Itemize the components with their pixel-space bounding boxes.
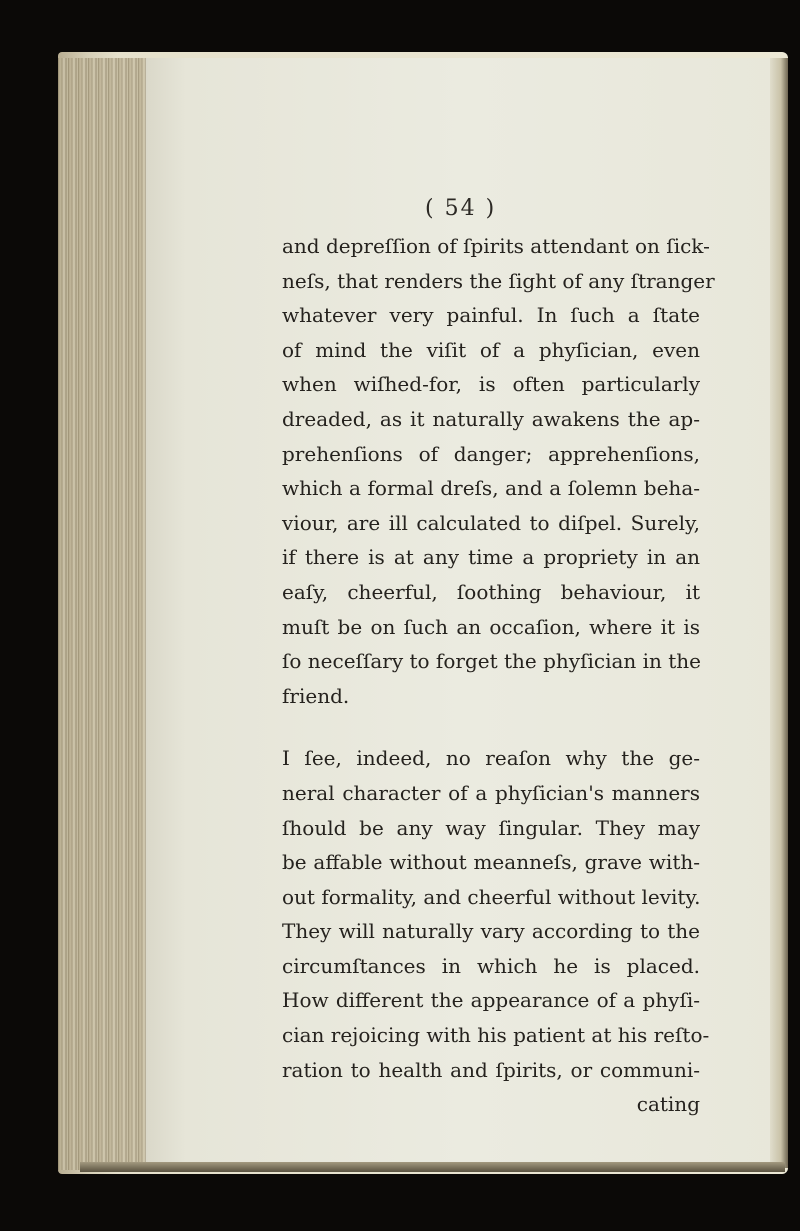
text-line: ſhould be any way ſingular. They may (282, 815, 700, 840)
text-line: circumſtances in which he is placed. (282, 953, 700, 978)
paragraph-2 (282, 741, 710, 1087)
page-right-rim (770, 58, 788, 1168)
text-line: They will naturally vary according to the (282, 919, 700, 944)
text-line: ſo neceſſary to forget the phyſician in the (282, 649, 702, 674)
text-line: How different the appearance of a phyſi- (282, 988, 700, 1013)
text-line: which a formal dreſs, and a ſolemn beha- (282, 476, 700, 501)
text-line: eaſy, cheerful, ſoothing behaviour, it (282, 579, 700, 604)
page-number: ( 54 ) (425, 196, 497, 221)
text-line: viour, are ill calculated to diſpel. Surely, (282, 510, 700, 535)
text-line: neral character of a phyſician's manners (282, 780, 700, 805)
text-line: I ſee, indeed, no reaſon why the ge- (282, 746, 700, 771)
text-line: ration to health and ſpirits, or communi- (282, 1057, 700, 1082)
text-line: dreaded, as it naturally awakens the ap- (282, 406, 700, 431)
paragraph-gap (282, 713, 700, 741)
catchword: cating (636, 1092, 700, 1117)
text-line: cian rejoicing with his patient at his reſto- (282, 1023, 710, 1048)
text-line: out formality, and cheerful without levity. (282, 884, 701, 909)
text-line: muſt be on ſuch an occaſion, where it is (282, 614, 700, 639)
text-line: if there is at any time a propriety in an (282, 545, 700, 570)
text-line: whatever very painful. In ſuch a ſtate (282, 303, 700, 328)
text-line: prehenſions of danger; apprehenſions, (282, 441, 700, 466)
text-line: and depreſſion of ſpirits attendant on ſick- (282, 234, 710, 258)
page-edges (58, 58, 158, 1170)
text-line: be affable without meanneſs, grave with- (282, 850, 700, 875)
page-body (282, 229, 715, 1122)
text-line: friend. (282, 683, 350, 708)
text-line: neſs, that renders the ſight of any ſtranger (282, 268, 715, 293)
text-line: when wiſhed-for, is often particularly (282, 372, 700, 397)
page-bottom-edge (80, 1162, 785, 1172)
paragraph-1 (282, 229, 715, 713)
text-line: of mind the viſit of a phyſician, even (282, 337, 700, 362)
